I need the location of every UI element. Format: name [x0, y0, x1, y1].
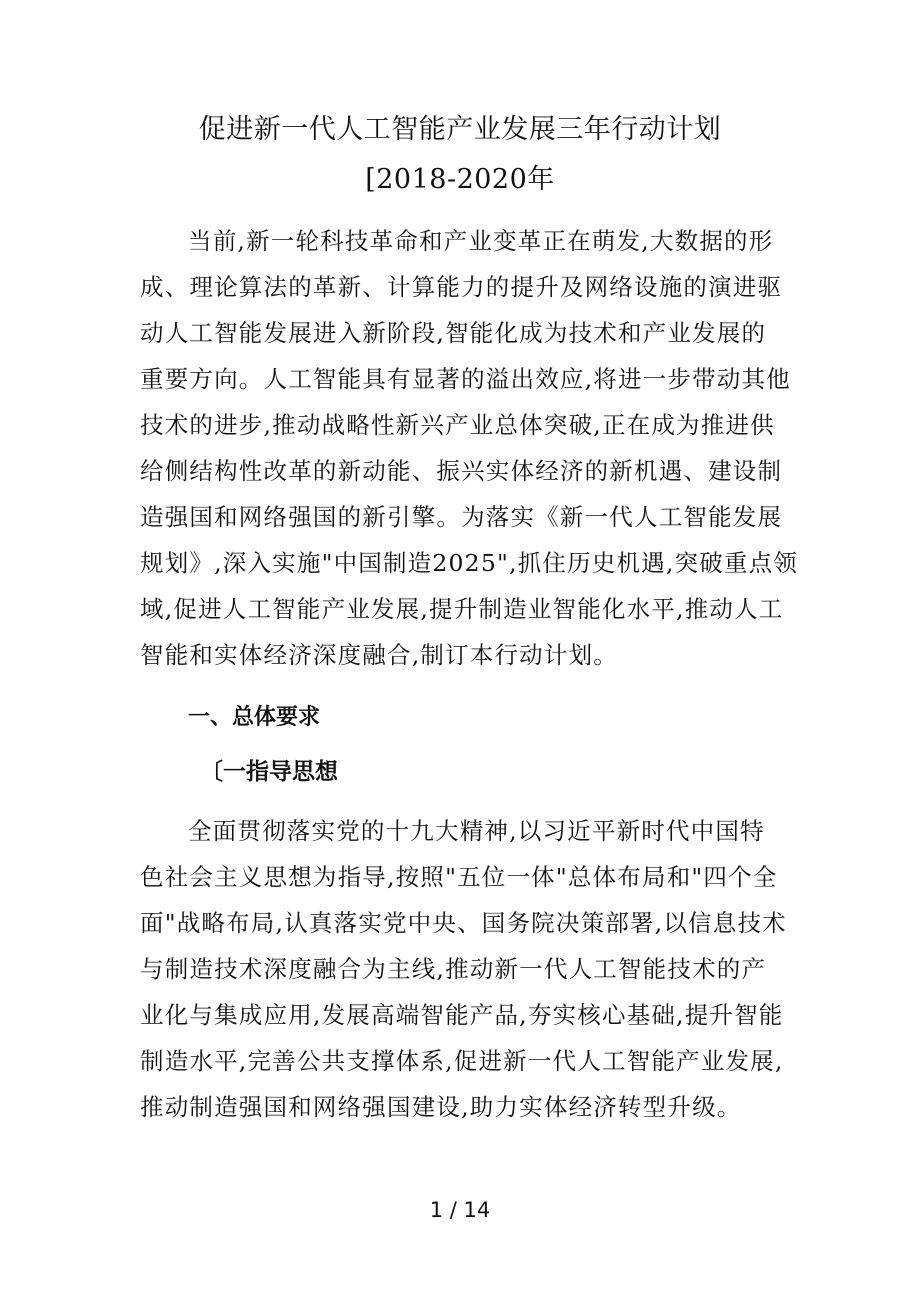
paragraph-line: 成、理论算法的革新、计算能力的提升及网络设施的演进驱: [140, 273, 783, 301]
paragraph-line: 制造水平,完善公共支撑体系,促进新一代人工智能产业发展,: [140, 1047, 784, 1075]
subsection-heading-guiding-ideology: 〔一指导思想: [200, 759, 338, 785]
paragraph-line: 推动制造强国和网络强国建设,助力实体经济转型升级。: [140, 1093, 742, 1121]
page-number: 1 / 14: [429, 1198, 491, 1222]
paragraph-line: 全面贯彻落实党的十九大精神,以习近平新时代中国特: [188, 817, 765, 845]
document-subtitle-years: [2018-2020年: [365, 164, 555, 195]
paragraph-line: 域,促进人工智能产业发展,提升制造业智能化水平,推动人工: [140, 595, 784, 623]
paragraph-line: 智能和实体经济深度融合,制订本行动计划。: [140, 641, 618, 669]
paragraph-line: 与制造技术深度融合为主线,推动新一代人工智能技术的产: [140, 955, 767, 983]
paragraph-line: 动人工智能发展进入新阶段,智能化成为技术和产业发展的: [140, 319, 767, 347]
section-heading-general-requirements: 一、总体要求: [188, 705, 321, 730]
paragraph-line: 技术的进步,推动战略性新兴产业总体突破,正在成为推进供: [140, 411, 775, 439]
intro-paragraph: [140, 218, 799, 678]
paragraph-line: 给侧结构性改革的新动能、振兴实体经济的新机遇、建设制: [140, 457, 783, 485]
paragraph-line: 当前,新一轮科技革命和产业变革正在萌发,大数据的形: [188, 227, 774, 255]
paragraph-line: 面"战略布局,认真落实党中央、国务院决策部署,以信息技术: [140, 909, 787, 937]
guiding-ideology-paragraph: [140, 808, 785, 1130]
document-title: 促进新一代人工智能产业发展三年行动计划: [198, 114, 722, 145]
paragraph-line: 造强国和网络强国的新引擎。为落实《新一代人工智能发展: [140, 503, 783, 531]
paragraph-line: 重要方向。人工智能具有显著的溢出效应,将进一步带动其他: [140, 365, 791, 393]
paragraph-line: 色社会主义思想为指导,按照"五位一体"总体布局和"四个全: [140, 863, 778, 891]
paragraph-line: 规划》,深入实施"中国制造2025",抓住历史机遇,突破重点领: [140, 549, 799, 577]
paragraph-line: 业化与集成应用,发展高端智能产品,夯实核心基础,提升智能: [140, 1001, 784, 1029]
